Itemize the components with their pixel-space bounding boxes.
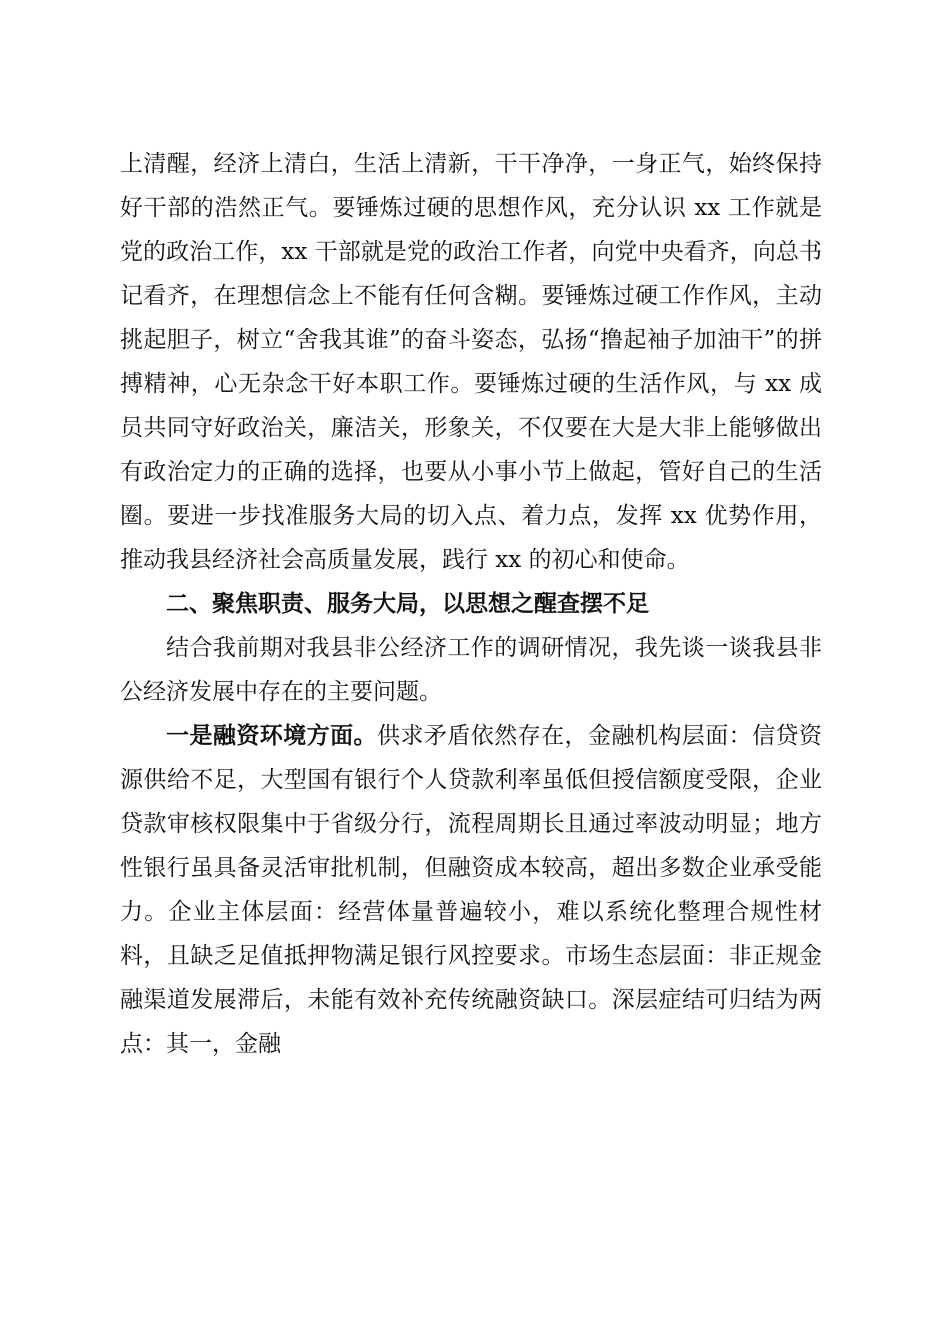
body-paragraph — [120, 714, 822, 1066]
body-paragraph: 结合我前期对我县非公经济工作的调研情况，我先谈一谈我县非公经济发展中存在的主要问题。 — [120, 635, 822, 705]
body-paragraph: 上清醒，经济上清白，生活上清新，干干净净，一身正气，始终保持好干部的浩然正气。要锤炼过硬的思想作风，充分认识 xx 工作就是党的政治工作，xx 干部就是党的政治工作者，向党中央看齐，向总书记看齐，在理想信念上不能有任何含糊。要锤炼过硬工作作风，主动挑起胆子，树立“舍我其谁”的奋斗姿态，弘扬“撸起袖子加油干”的拼搏精神，心无杂念干好本职工作。要锤炼过硬的生活作风，与 xx 成员共同守好政治关，廉洁关，形象关，不仅要在大是大非上能够做出有政治定力的正确的选择，也要从小事小节上做起，管好自己的生活圈。要进一步找准服务大局的切入点、着力点，发挥 xx 优势作用，推动我县经济社会高质量发展，践行 xx 的初心和使命。 — [120, 151, 822, 573]
paragraph-lead: 一是融资环境方面。 — [166, 723, 377, 749]
section-heading: 二、聚焦职责、服务大局，以思想之醒查摆不足 — [166, 591, 649, 617]
document-body — [120, 142, 822, 1066]
paragraph-text: 供求矛盾依然存在，金融机构层面：信贷资源供给不足，大型国有银行个人贷款利率虽低但授信额度受限，企业贷款审核权限集中于省级分行，流程周期长且通过率波动明显；地方性银行虽具备灵活审批机制，但融资成本较高，超出多数企业承受能力。企业主体层面：经营体量普遍较小，难以系统化整理合规性材料，且缺乏足值抵押物满足银行风控要求。市场生态层面：非正规金融渠道发展滞后，未能有效补充传统融资缺口。深层症结可归结为两点：其一，金融 — [120, 723, 822, 1057]
